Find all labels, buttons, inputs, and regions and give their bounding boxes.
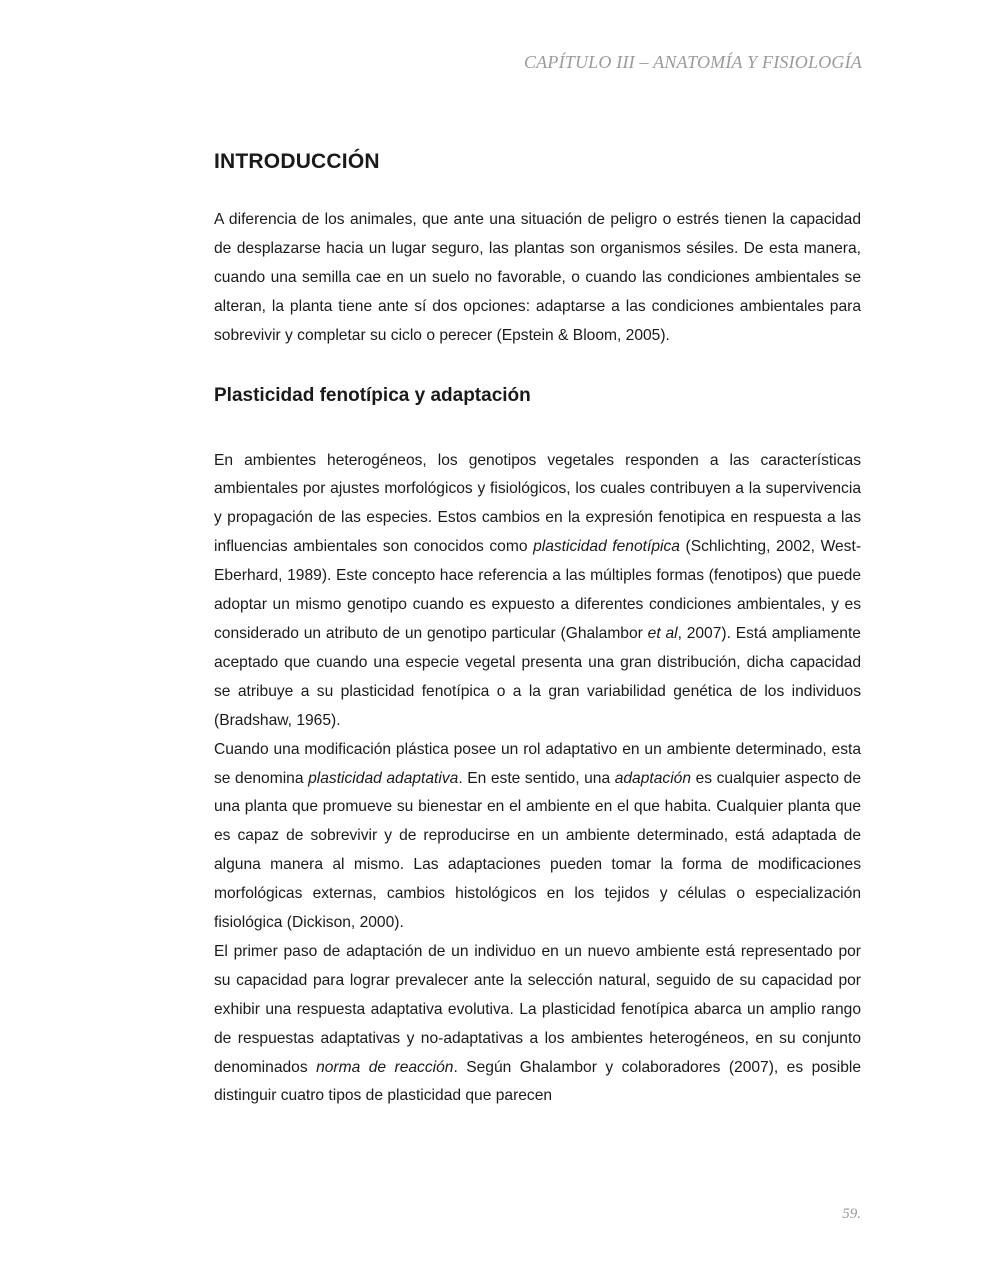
italic-term: norma de reacción	[316, 1058, 454, 1076]
subsection-heading: Plasticidad fenotípica y adaptación	[214, 384, 531, 406]
paragraph-text: (Schlichting, 2002, West-Eberhard, 1989). Este concepto hace referencia a las múltiples formas (fenotipos) que puede adoptar un mismo genotipo cuando es expuesto a diferentes condiciones ambientales, y es considerado un atributo de un genotipo particular (Ghalambor	[214, 538, 862, 642]
paragraph-text: . En este sentido, una	[458, 769, 615, 787]
paragraph-text: . Según Ghalambor y colaboradores (2007), es posible distinguir cuatro tipos de plasticidad que parecen	[214, 1058, 862, 1105]
body-paragraph-3	[214, 938, 861, 1111]
paragraph-text: Cuando una modificación plástica posee un rol adaptativo en un ambiente determinado, esta se denomina	[214, 740, 861, 787]
paragraph-text: es cualquier aspecto de una planta que promueve su bienestar en el ambiente en el que habita. Cualquier planta que es capaz de sobrevivir y de reproducirse en un ambiente determinado, está adaptada de alguna manera al mismo. Las adaptaciones pueden tomar la forma de modificaciones morfológicas externas, cambios histológicos en los tejidos y células o especialización fisiológica (Dickison, 2000).	[214, 769, 862, 932]
body-paragraph-1	[214, 447, 861, 736]
italic-term: et al	[647, 624, 678, 642]
paragraph-text: El primer paso de adaptación de un individuo en un nuevo ambiente está representado por su capacidad para lograr prevalecer ante la selección natural, seguido de su capacidad por exhibir una respuesta adaptativa evolutiva. La plasticidad fenotípica abarca un amplio rango de respuestas adaptativas y no-adaptativas a los ambientes heterogéneos, en su conjunto denominados	[214, 942, 861, 1076]
intro-paragraph: A diferencia de los animales, que ante una situación de peligro o estrés tienen la capacidad de desplazarse hacia un lugar seguro, las plantas son organismos sésiles. De esta manera, cuando una semilla cae en un suelo no favorable, o cuando las condiciones ambientales se alteran, la planta tiene ante sí dos opciones: adaptarse a las condiciones ambientales para sobrevivir y completar su ciclo o perecer (Epstein & Bloom, 2005).	[214, 211, 861, 344]
italic-term: plasticidad fenotípica	[533, 538, 680, 556]
running-header: CAPÍTULO III – ANATOMÍA Y FISIOLOGÍA	[523, 52, 862, 72]
paragraph-text: En ambientes heterogéneos, los genotipos vegetales responden a las características ambientales por ajustes morfológicos y fisiológicos, los cuales contribuyen a la supervivencia y propagación de las especies. Estos cambios en la expresión fenotipica en respuesta a las influencias ambientales son conocidos como	[214, 451, 861, 556]
italic-term: plasticidad adaptativa	[308, 769, 459, 787]
paragraph-text: , 2007). Está ampliamente aceptado que cuando una especie vegetal presenta una gran distribución, dicha capacidad se atribuye a su plasticidad fenotípica o a la gran variabilidad genética de los individuos (Bradshaw, 1965).	[214, 624, 861, 729]
page-content	[214, 146, 861, 1111]
page-number: 59.	[842, 1206, 861, 1222]
section-heading: INTRODUCCIÓN	[214, 150, 380, 173]
italic-term: adaptación	[614, 769, 692, 787]
body-paragraph-2	[214, 736, 861, 938]
